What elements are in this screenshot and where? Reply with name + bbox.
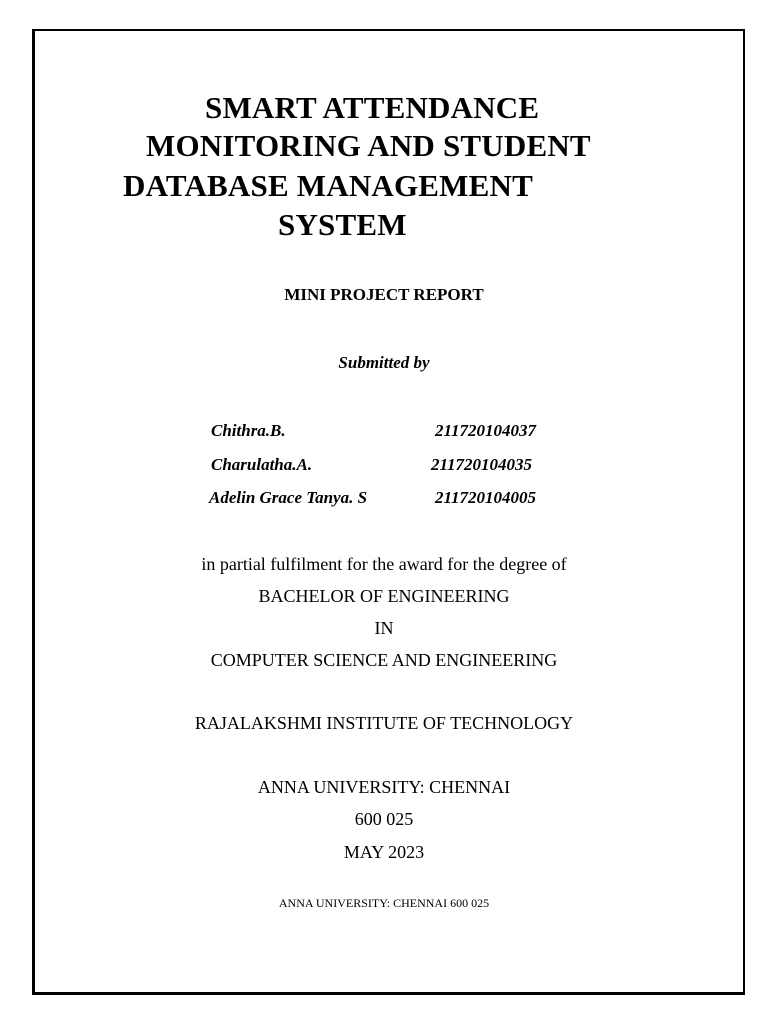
submitted-by-label: Submitted by [338,353,430,372]
footer-text: ANNA UNIVERSITY: CHENNAI 600 025 [278,896,490,910]
date-text: MAY 2023 [343,842,425,862]
institute-text: RAJALAKSHMI INSTITUTE OF TECHNOLOGY [194,713,574,733]
report-type: MINI PROJECT REPORT [284,285,484,304]
title-line-3: DATABASE MANAGEMENT [123,168,533,203]
university-text: ANNA UNIVERSITY: CHENNAI [257,777,511,797]
student-id-1: 211720104037 [435,421,537,440]
fulfilment-text: in partial fulfilment for the award for the degree of [201,554,567,574]
student-name-3: Adelin Grace Tanya. S [209,488,368,507]
student-id-3: 211720104005 [435,488,537,507]
title-line-1: SMART ATTENDANCE [205,90,540,125]
student-id-2: 211720104035 [431,455,533,474]
title-line-2: MONITORING AND STUDENT [146,128,591,163]
degree-text: BACHELOR OF ENGINEERING [258,586,510,606]
title-line-4: SYSTEM [278,207,407,242]
pincode-text: 600 025 [354,809,414,829]
student-name-2: Charulatha.A. [211,455,313,474]
student-name-1: Chithra.B. [211,421,286,440]
department-text: COMPUTER SCIENCE AND ENGINEERING [210,650,558,670]
in-text: IN [374,618,394,638]
